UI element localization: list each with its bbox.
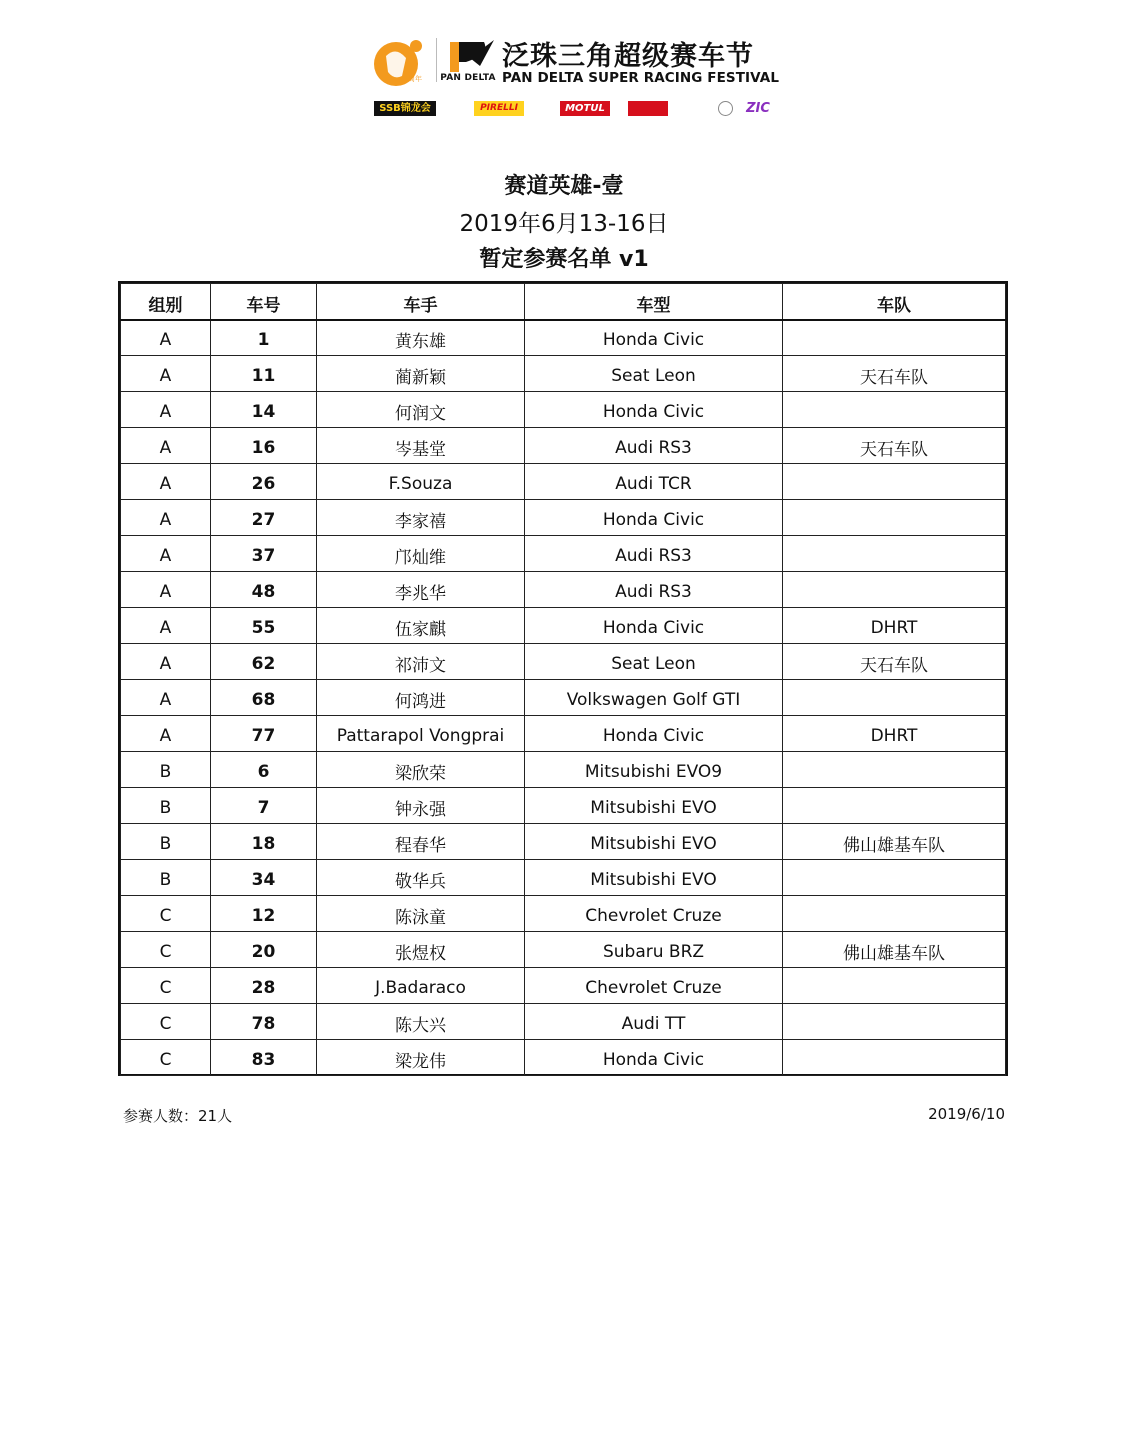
- car-model-cell: Audi TCR: [525, 464, 783, 500]
- table-row: [121, 500, 1006, 536]
- table-row: [121, 752, 1006, 788]
- car-model-cell: Seat Leon: [525, 356, 783, 392]
- group-cell: B: [121, 824, 211, 860]
- car-number-cell: 26: [211, 464, 317, 500]
- driver-cell: 岑基堂: [317, 428, 525, 464]
- driver-cell: 陈泳童: [317, 896, 525, 932]
- table-row: [121, 680, 1006, 716]
- driver-cell: F.Souza: [317, 464, 525, 500]
- driver-cell: 敬华兵: [317, 860, 525, 896]
- table-row: [121, 896, 1006, 932]
- group-cell: C: [121, 1040, 211, 1076]
- team-cell: DHRT: [783, 716, 1006, 752]
- table-row: [121, 536, 1006, 572]
- car-number-cell: 16: [211, 428, 317, 464]
- sponsor-pirelli-logo: PIRELLI: [474, 101, 524, 116]
- car-number-cell: 68: [211, 680, 317, 716]
- table-row: [121, 572, 1006, 608]
- group-cell: A: [121, 428, 211, 464]
- team-cell: [783, 500, 1006, 536]
- sponsor-bar: [352, 98, 782, 120]
- driver-cell: 蔺新颖: [317, 356, 525, 392]
- column-header-driver: 车手: [317, 284, 525, 320]
- table-row: [121, 644, 1006, 680]
- driver-cell: 梁龙伟: [317, 1040, 525, 1076]
- group-cell: A: [121, 356, 211, 392]
- car-number-cell: 78: [211, 1004, 317, 1040]
- team-cell: [783, 1040, 1006, 1076]
- car-model-cell: Honda Civic: [525, 320, 783, 356]
- list-title: 暂定参赛名单 v1: [479, 247, 649, 272]
- team-cell: [783, 1004, 1006, 1040]
- car-number-cell: 62: [211, 644, 317, 680]
- table-row: [121, 464, 1006, 500]
- car-model-cell: Mitsubishi EVO9: [525, 752, 783, 788]
- event-title: 赛道英雄-壹: [504, 174, 624, 199]
- table-row: [121, 716, 1006, 752]
- car-model-cell: Seat Leon: [525, 644, 783, 680]
- car-number-cell: 28: [211, 968, 317, 1004]
- group-cell: A: [121, 464, 211, 500]
- car-number-cell: 27: [211, 500, 317, 536]
- car-number-cell: 77: [211, 716, 317, 752]
- car-number-cell: 12: [211, 896, 317, 932]
- team-cell: [783, 788, 1006, 824]
- team-cell: DHRT: [783, 608, 1006, 644]
- driver-cell: 伍家麒: [317, 608, 525, 644]
- car-model-cell: Volkswagen Golf GTI: [525, 680, 783, 716]
- team-cell: 佛山雄基车队: [783, 932, 1006, 968]
- driver-cell: 何鸿进: [317, 680, 525, 716]
- sponsor-circle-logo-icon: [718, 101, 733, 116]
- team-cell: [783, 860, 1006, 896]
- car-model-cell: Audi RS3: [525, 572, 783, 608]
- group-cell: A: [121, 680, 211, 716]
- car-number-cell: 18: [211, 824, 317, 860]
- driver-cell: 张煜权: [317, 932, 525, 968]
- car-model-cell: Subaru BRZ: [525, 932, 783, 968]
- car-model-cell: Honda Civic: [525, 608, 783, 644]
- driver-cell: 李兆华: [317, 572, 525, 608]
- group-cell: A: [121, 536, 211, 572]
- table-row: [121, 788, 1006, 824]
- table-header-row: [121, 284, 1006, 320]
- car-number-cell: 55: [211, 608, 317, 644]
- driver-cell: 陈大兴: [317, 1004, 525, 1040]
- table-row: [121, 968, 1006, 1004]
- driver-cell: 李家禧: [317, 500, 525, 536]
- group-cell: B: [121, 752, 211, 788]
- team-cell: 佛山雄基车队: [783, 824, 1006, 860]
- group-cell: B: [121, 788, 211, 824]
- group-cell: A: [121, 644, 211, 680]
- team-cell: [783, 572, 1006, 608]
- driver-cell: 程春华: [317, 824, 525, 860]
- team-cell: 天石车队: [783, 644, 1006, 680]
- column-header-car-number: 车号: [211, 284, 317, 320]
- car-model-cell: Honda Civic: [525, 716, 783, 752]
- group-cell: A: [121, 716, 211, 752]
- table-row: [121, 824, 1006, 860]
- car-number-cell: 37: [211, 536, 317, 572]
- team-cell: 天石车队: [783, 356, 1006, 392]
- driver-cell: 黄东雄: [317, 320, 525, 356]
- car-model-cell: Honda Civic: [525, 1040, 783, 1076]
- group-cell: C: [121, 968, 211, 1004]
- participant-count: 参赛人数：21人: [123, 1107, 233, 1125]
- document-date: 2019/6/10: [928, 1105, 1005, 1123]
- header: [0, 30, 1128, 125]
- car-model-cell: Audi TT: [525, 1004, 783, 1040]
- group-cell: A: [121, 608, 211, 644]
- team-cell: 天石车队: [783, 428, 1006, 464]
- driver-cell: Pattarapol Vongprai: [317, 716, 525, 752]
- team-cell: [783, 680, 1006, 716]
- sponsor-zic-logo: ZIC: [746, 101, 770, 116]
- column-header-team: 车队: [783, 284, 1006, 320]
- car-model-cell: Mitsubishi EVO: [525, 824, 783, 860]
- group-cell: C: [121, 932, 211, 968]
- logo-years-text: 周年: [408, 75, 422, 83]
- table-row: [121, 1004, 1006, 1040]
- group-cell: C: [121, 896, 211, 932]
- sponsor-motul-logo: MOTUL: [560, 101, 610, 116]
- group-cell: B: [121, 860, 211, 896]
- team-cell: [783, 392, 1006, 428]
- group-cell: A: [121, 500, 211, 536]
- event-dates: 2019年6月13-16日: [459, 211, 669, 237]
- car-model-cell: Chevrolet Cruze: [525, 896, 783, 932]
- car-model-cell: Chevrolet Cruze: [525, 968, 783, 1004]
- driver-cell: 钟永强: [317, 788, 525, 824]
- pan-delta-caption: PAN DELTA: [440, 73, 496, 83]
- sponsor-red-logo-icon: [628, 101, 668, 116]
- column-header-group: 组别: [121, 284, 211, 320]
- car-model-cell: Audi RS3: [525, 536, 783, 572]
- festival-name-cn: 泛珠三角超级赛车节: [502, 41, 754, 72]
- group-cell: C: [121, 1004, 211, 1040]
- car-model-cell: Honda Civic: [525, 500, 783, 536]
- table-row: [121, 392, 1006, 428]
- table-row: [121, 608, 1006, 644]
- car-number-cell: 48: [211, 572, 317, 608]
- table-row: [121, 932, 1006, 968]
- car-number-cell: 11: [211, 356, 317, 392]
- car-number-cell: 14: [211, 392, 317, 428]
- column-header-car-model: 车型: [525, 284, 783, 320]
- table-row: [121, 320, 1006, 356]
- car-number-cell: 20: [211, 932, 317, 968]
- logo-divider: [436, 38, 437, 82]
- car-number-cell: 1: [211, 320, 317, 356]
- car-number-cell: 83: [211, 1040, 317, 1076]
- driver-cell: 梁欣荣: [317, 752, 525, 788]
- team-cell: [783, 536, 1006, 572]
- team-cell: [783, 464, 1006, 500]
- table-row: [121, 428, 1006, 464]
- driver-cell: 何润文: [317, 392, 525, 428]
- car-model-cell: Honda Civic: [525, 392, 783, 428]
- group-cell: A: [121, 320, 211, 356]
- table-row: [121, 356, 1006, 392]
- driver-cell: 祁沛文: [317, 644, 525, 680]
- team-cell: [783, 896, 1006, 932]
- group-cell: A: [121, 572, 211, 608]
- car-number-cell: 7: [211, 788, 317, 824]
- car-number-cell: 34: [211, 860, 317, 896]
- car-model-cell: Mitsubishi EVO: [525, 788, 783, 824]
- car-model-cell: Audi RS3: [525, 428, 783, 464]
- team-cell: [783, 752, 1006, 788]
- entry-list-table: [118, 281, 1008, 1076]
- table-row: [121, 1040, 1006, 1076]
- table-row: [121, 860, 1006, 896]
- group-cell: A: [121, 392, 211, 428]
- festival-name-en: PAN DELTA SUPER RACING FESTIVAL: [502, 70, 780, 86]
- team-cell: [783, 968, 1006, 1004]
- car-model-cell: Mitsubishi EVO: [525, 860, 783, 896]
- car-number-cell: 6: [211, 752, 317, 788]
- sponsor-ssb-logo: SSB锦龙会: [374, 101, 436, 116]
- driver-cell: J.Badaraco: [317, 968, 525, 1004]
- team-cell: [783, 320, 1006, 356]
- driver-cell: 邝灿维: [317, 536, 525, 572]
